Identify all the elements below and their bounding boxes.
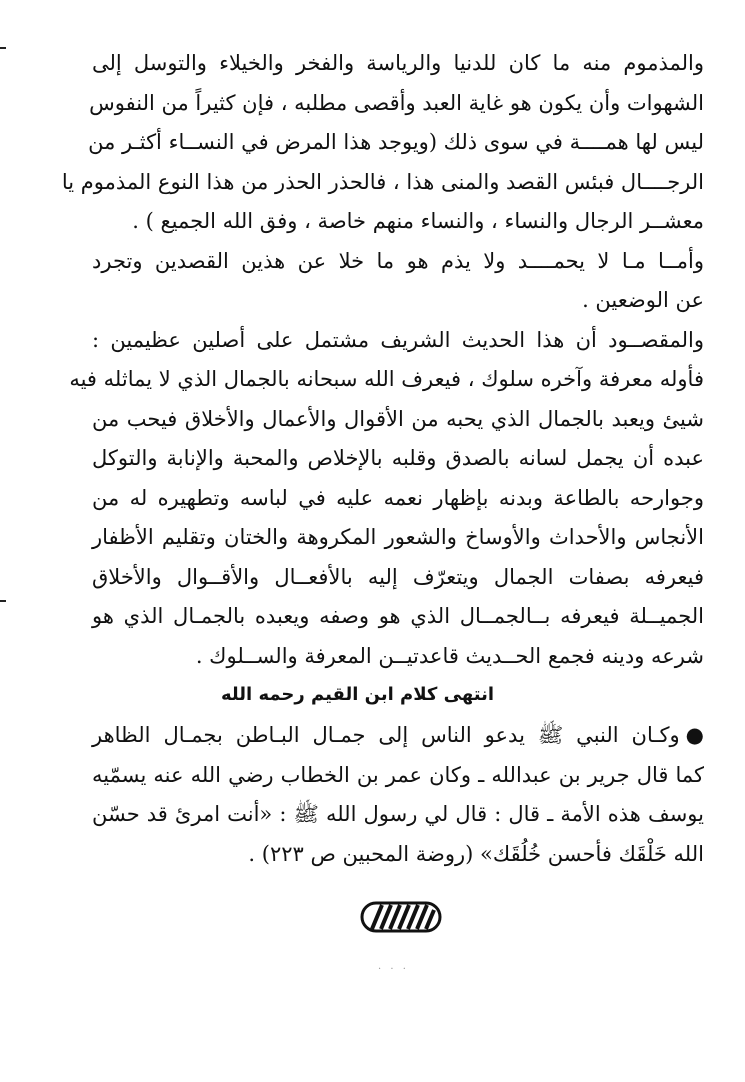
text-line: الشهوات وأن يكون هو غاية العبد وأقصى مطلبه ، فإن كثيراً من النفوس: [89, 90, 704, 115]
text-line: عبده أن يجمل لسانه بالصدق وقلبه بالإخلاص والمحبة والإنابة والتوكل: [92, 446, 704, 470]
text-line: وأمــا مـا لا يحمــــد ولا يذم هو ما خلا عن هذين القصدين وتجرد: [92, 248, 704, 273]
paragraph-two-principles: [69, 321, 704, 677]
text-line: والمقصــود أن هذا الحديث الشريف مشتمل على أصلين عظيمين :: [92, 327, 704, 352]
paragraph-blameworthy: [61, 44, 704, 242]
paragraph-neutral: [92, 242, 704, 321]
margin-mark: [0, 47, 6, 49]
text-line: الرجــــال فبئس القصد والمنى هذا ، فالحذر الحذر من هذا النوع المذموم يا: [61, 169, 704, 194]
text-line: فأوله معرفة وآخره سلوك ، فيعرف الله سبحانه بالجمال الذي لا يماثله فيه: [69, 367, 704, 391]
bullet-icon: ●: [685, 723, 704, 747]
text-line: فيعرفه بصفات الجمال ويتعرّف إليه بالأفعــال والأقــوال والأخلاق: [92, 564, 704, 589]
end-ornament-icon: [348, 900, 454, 934]
text-line: والمذموم منه ما كان للدنيا والرياسة والفخر والخيلاء والتوسل إلى: [92, 51, 704, 75]
margin-mark: [0, 600, 6, 602]
document-body: [61, 44, 704, 874]
text-line: [92, 716, 704, 756]
paragraph-prophet: [92, 716, 704, 874]
text-line-content: وكـان النبي ﷺ يدعو الناس إلى جمـال البـاطن بجمـال الظاهر: [92, 723, 680, 747]
scan-speck: · · ·: [378, 964, 409, 975]
text-line: معشــر الرجال والنساء ، والنساء منهم خاصة ، وفق الله الجميع ) .: [132, 209, 704, 233]
text-line: عن الوضعين .: [582, 288, 704, 312]
text-line: الله خَلْقَك فأحسن خُلُقَك» (روضة المحبين ص ٢٢٣) .: [248, 841, 704, 866]
section-heading: انتهى كلام ابن القيم رحمه الله: [220, 684, 494, 705]
text-line: كما قال جرير بن عبدالله ـ وكان عمر بن الخطاب رضي الله عنه يسمّيه: [92, 762, 704, 787]
text-line: شيئ ويعبد بالجمال الذي يحبه من الأقوال والأعمال والأخلاق فيحب من: [92, 406, 704, 431]
text-line: شرعه ودينه فجمع الحــديث قاعدتيــن المعرفة والســلوك .: [195, 643, 704, 668]
text-line: ليس لها همــــة في سوى ذلك (ويوجد هذا المرض في النســاء أكثـر من: [88, 130, 704, 154]
text-line: يوسف هذه الأمة ـ قال : قال لي رسول الله ﷺ : «أنت امرئ قد حسّن: [92, 802, 704, 826]
text-line: الأنجاس والأحداث والأوساخ والشعور المكروهة والختان وتقليم الأظفار: [92, 525, 704, 549]
text-line: وجوارحه بالطاعة وبدنه بإظهار نعمه عليه في لباسه وتطهيره له من: [92, 485, 704, 510]
text-line: الجميــلة فيعرفه بــالجمــال الذي هو وصفه ويعبده بالجمـال الذي هو: [92, 604, 704, 628]
